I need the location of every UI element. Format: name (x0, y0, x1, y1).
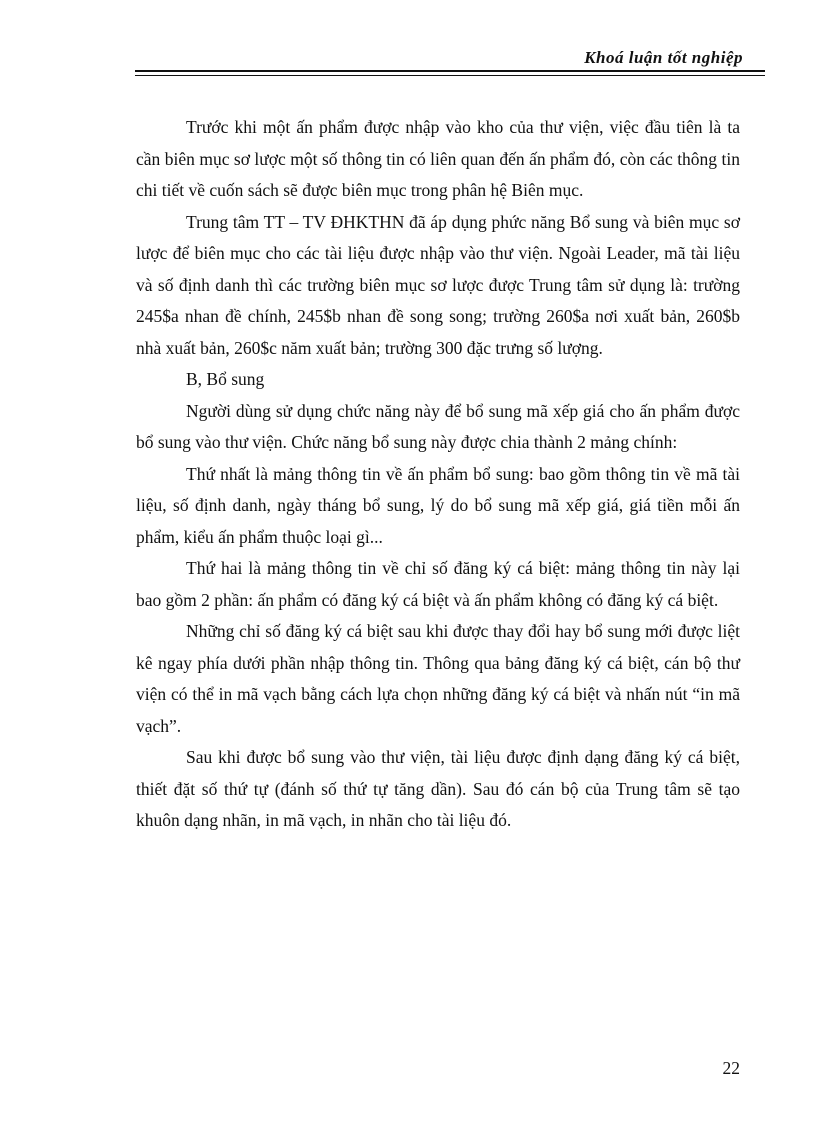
paragraph: Sau khi được bổ sung vào thư viện, tài liệu được định dạng đăng ký cá biệt, thiết đặt số thứ tự (đánh số thứ tự tăng dần). Sau đó cán bộ của Trung tâm sẽ tạo khuôn dạng nhãn, in mã vạch, in nhãn cho tài liệu đó. (136, 747, 740, 830)
section-heading: B, Bổ sung (186, 369, 265, 389)
paragraph: Thứ nhất là mảng thông tin về ấn phẩm bổ sung: bao gồm thông tin về mã tài liệu, số định danh, ngày tháng bổ sung, lý do bổ sung mã xếp giá, giá tiền mỗi ấn phẩm, kiểu ấn phẩm thuộc loại gì... (136, 463, 740, 547)
paragraph: Người dùng sử dụng chức năng này để bổ sung mã xếp giá cho ấn phẩm được bổ sung vào thư viện. Chức năng bổ sung này được chia thành 2 mảng chính: (136, 400, 740, 452)
page-header (135, 48, 765, 80)
header-title: Khoá luận tốt nghiệp (584, 48, 743, 67)
document-body (136, 112, 740, 837)
page-number: 22 (722, 1058, 740, 1078)
paragraph: Những chỉ số đăng ký cá biệt sau khi được thay đổi hay bổ sung mới được liệt kê ngay phía dưới phần nhập thông tin. Thông qua bảng đăng ký cá biệt, cán bộ thư viện có thể in mã vạch bằng cách lựa chọn những đăng ký cá biệt và nhấn nút “in mã vạch”. (136, 621, 740, 736)
header-rule (135, 70, 765, 72)
paragraph: Trước khi một ấn phẩm được nhập vào kho của thư viện, việc đầu tiên là ta cần biên mục sơ lược một số thông tin có liên quan đến ấn phẩm đó, còn các thông tin chi tiết về cuốn sách sẽ được biên mục trong phân hệ Biên mục. (136, 117, 740, 200)
header-rule-thin (135, 75, 765, 76)
paragraph: Thứ hai là mảng thông tin về chỉ số đăng ký cá biệt: mảng thông tin này lại bao gồm 2 phần: ấn phẩm có đăng ký cá biệt và ấn phẩm không có đăng ký cá biệt. (136, 558, 740, 610)
paragraph: Trung tâm TT – TV ĐHKTHN đã áp dụng phức năng Bổ sung và biên mục sơ lược để biên mục cho các tài liệu được nhập vào thư viện. Ngoài Leader, mã tài liệu và số định danh thì các trường biên mục sơ lược được Trung tâm sử dụng là: trường 245$a nhan đề chính, 245$b nhan đề song song; trường 260$a nơi xuất bản, 260$b nhà xuất bản, 260$c năm xuất bản; trường 300 đặc trưng số lượng. (136, 211, 740, 358)
